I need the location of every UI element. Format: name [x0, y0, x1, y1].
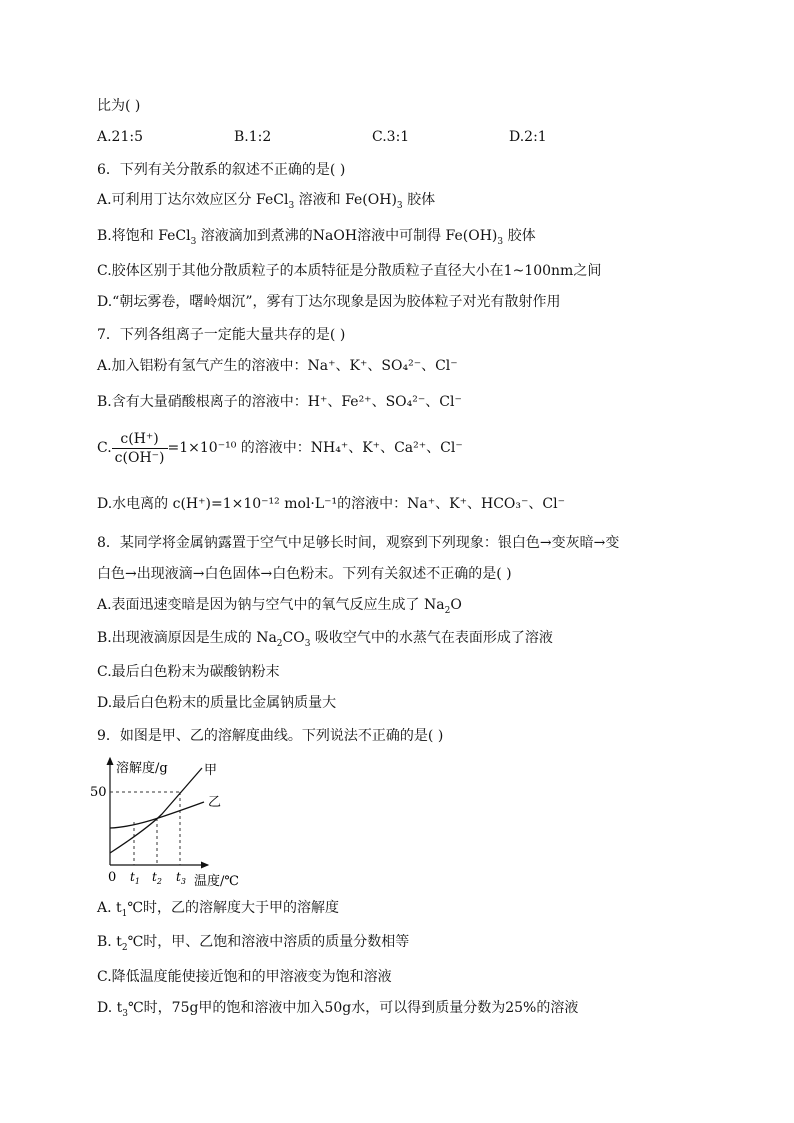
q5-option-c: C.3:1 — [372, 129, 410, 145]
series-jia-curve — [110, 768, 202, 853]
chart-series-jia-label: 甲 — [204, 763, 218, 778]
q7-c-fraction: $\frac{c(H^+)}{c(OH^-)}$ — [112, 430, 168, 467]
q9-option-c: C.降低温度能使接近饱和的甲溶液变为饱和溶液 — [97, 969, 392, 985]
q5-option-b: B.1:2 — [234, 129, 272, 145]
q9-stem: 9．如图是甲、乙的溶解度曲线。下列说法不正确的是( ) — [97, 728, 444, 744]
chart-series-yi-label: 乙 — [208, 795, 222, 810]
q6-option-d: D.“朝坛雾卷，曙岭烟沉”，雾有丁达尔现象是因为胶体粒子对光有散射作用 — [97, 294, 561, 310]
q9-option-d: D. $t_3℃$时，75g甲的饱和溶液中加入50g水，可以得到质量分数为25%的溶液 — [97, 1000, 579, 1019]
chart-x-tick-t1: $t_1$ — [130, 870, 140, 886]
q5-stem-tail: 比为( ) — [97, 98, 141, 114]
q6-option-a: A.可利用丁达尔效应区分 FeCl$_3$ 溶液和 $Fe(OH)_3$ 胶体 — [97, 192, 436, 211]
chart-origin-label: 0 — [108, 870, 117, 885]
q6-option-c: C.胶体区别于其他分散质粒子的本质特征是分散质粒子直径大小在1~100nm之间 — [97, 263, 602, 279]
q8-option-b: B.出现液滴原因是生成的 $Na_2CO_3$ 吸收空气中的水蒸气在表面形成了溶液 — [97, 630, 553, 649]
solubility-chart — [90, 752, 250, 892]
q8-stem-line2: 白色→出现液滴→白色固体→白色粉末。下列有关叙述不正确的是( ) — [97, 566, 512, 582]
q9-option-b: B. $t_2℃$时，甲、乙饱和溶液中溶质的质量分数相等 — [97, 934, 410, 953]
chart-x-tick-t2: $t_2$ — [152, 870, 162, 886]
q7-option-b: B.含有大量硝酸根离子的溶液中：H⁺、Fe²⁺、SO₄²⁻、Cl⁻ — [97, 394, 462, 410]
q5-option-d: D.2:1 — [509, 129, 547, 145]
q6-stem: 6．下列有关分散系的叙述不正确的是( ) — [97, 162, 346, 178]
q8-option-d: D.最后白色粉末的质量比金属钠质量大 — [97, 695, 337, 711]
q9-option-a: A. $t_1℃$时，乙的溶解度大于甲的溶解度 — [97, 900, 340, 919]
q7-stem: 7．下列各组离子一定能大量共存的是( ) — [97, 327, 346, 343]
chart-y-tick-50: 50 — [90, 785, 107, 800]
q6-option-b: B.将饱和 FeCl$_3$ 溶液滴加到煮沸的NaOH溶液中可制得 $Fe(OH)_3$ 胶体 — [97, 228, 536, 247]
q8-option-a: A.表面迅速变暗是因为钠与空气中的氧气反应生成了 $Na_2O$ — [97, 597, 462, 616]
chart-x-tick-t3: $t_3$ — [176, 870, 186, 886]
q7-option-a: A.加入铝粉有氢气产生的溶液中：Na⁺、K⁺、SO₄²⁻、Cl⁻ — [97, 358, 458, 374]
q8-option-c: C.最后白色粉末为碳酸钠粉末 — [97, 664, 280, 680]
q7-option-c: C. $\frac{c(H^+)}{c(OH^-)}$ =1×10⁻¹⁰ 的溶液中：NH₄⁺、K⁺、Ca²⁺、Cl⁻ — [97, 430, 463, 466]
q5-option-a: A.21:5 — [97, 129, 143, 145]
q7-option-d: D.水电离的 c(H⁺)=1×10⁻¹² mol·L⁻¹的溶液中：Na⁺、K⁺、HCO₃⁻、Cl⁻ — [97, 496, 565, 512]
q8-stem-line1: 8．某同学将金属钠露置于空气中足够长时间，观察到下列现象：银白色→变灰暗→变 — [97, 535, 620, 551]
chart-y-label: 溶解度/g — [116, 761, 168, 776]
chart-x-label: 温度/℃ — [194, 874, 239, 889]
